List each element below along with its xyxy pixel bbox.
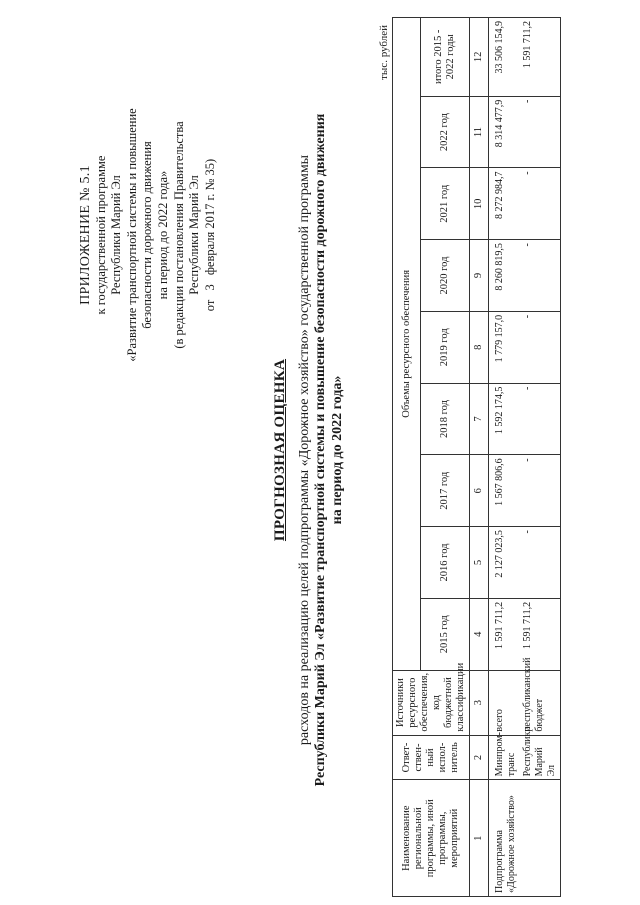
total-header: итого 2015 - 2022 годы xyxy=(421,18,470,97)
units-label: тыс. рублей xyxy=(378,25,390,80)
column-number: 1 xyxy=(470,780,489,897)
row-source: республиканский бюджет xyxy=(520,670,561,735)
value-cell: - xyxy=(520,311,561,383)
document-title: ПРОГНОЗНАЯ ОЦЕНКА xyxy=(272,358,288,542)
value-cell: - xyxy=(520,383,561,455)
appendix-line: «Развитие транспортной системы и повышение xyxy=(124,108,139,362)
column-number-row xyxy=(470,18,489,897)
row-source: всего xyxy=(489,670,521,735)
column-number: 7 xyxy=(470,383,489,455)
column-number: 5 xyxy=(470,527,489,599)
column-number: 11 xyxy=(470,96,489,168)
heading-line-1: расходов на реализацию целей подпрограммы «Дорожное хозяйство» государственной программы xyxy=(296,154,312,746)
col-header-name: Наименование региональной программы, иной программы, мероприятий xyxy=(393,780,470,897)
year-header: 2016 год xyxy=(421,527,470,599)
date-rest: февраля 2017 г. № xyxy=(202,178,217,276)
column-number: 4 xyxy=(470,598,489,670)
value-cell: - xyxy=(520,527,561,599)
appendix-line: безопасности дорожного движения xyxy=(140,141,155,329)
column-number: 10 xyxy=(470,168,489,240)
doc-number: 35) xyxy=(202,158,217,176)
table-row xyxy=(520,18,561,897)
value-cell: 1 591 711,2 xyxy=(489,598,521,670)
value-cell: - xyxy=(520,96,561,168)
year-header: 2020 год xyxy=(421,240,470,312)
row-name xyxy=(520,780,561,897)
col-header-source: Источники ресурсного обеспечения, код бюджетной классификации xyxy=(393,670,470,735)
row-executor: Минпром-транс xyxy=(489,735,521,780)
appendix-number: ПРИЛОЖЕНИЕ № 5.1 xyxy=(78,165,93,305)
value-cell: 8 260 819,5 xyxy=(489,240,521,312)
total-cell: 1 591 711,2 xyxy=(520,18,561,97)
value-cell: 1 567 806,6 xyxy=(489,455,521,527)
group-header: Объемы ресурсного обеспечения xyxy=(393,18,421,671)
heading-line-3: на период до 2022 года» xyxy=(329,375,345,525)
value-cell: 1 779 157,0 xyxy=(489,311,521,383)
value-cell: - xyxy=(520,240,561,312)
row-name: Подпрограмма «Дорожное хозяйство» xyxy=(489,780,521,897)
document-heading xyxy=(272,15,346,885)
year-header: 2015 год xyxy=(421,598,470,670)
column-number: 3 xyxy=(470,670,489,735)
col-header-executor: Ответ-ствен-ный испол-нитель xyxy=(393,735,470,780)
value-cell: 1 592 174,5 xyxy=(489,383,521,455)
appendix-line: (в редакции постановления Правительства xyxy=(171,121,186,349)
table-row xyxy=(489,18,521,897)
appendix-line: Республики Марий Эл xyxy=(109,175,124,295)
value-cell: - xyxy=(520,168,561,240)
value-cell: 8 314 477,9 xyxy=(489,96,521,168)
year-header: 2019 год xyxy=(421,311,470,383)
year-header: 2017 год xyxy=(421,455,470,527)
total-cell: 33 506 154,9 xyxy=(489,18,521,97)
appendix-date-line xyxy=(203,25,219,445)
date-prefix: от xyxy=(202,299,217,312)
column-number: 2 xyxy=(470,735,489,780)
row-executor: Республики Марий Эл xyxy=(520,735,561,780)
column-number: 9 xyxy=(470,240,489,312)
estimate-table xyxy=(392,17,561,897)
header-row-1 xyxy=(393,18,421,897)
appendix-line: к государственной программе xyxy=(93,155,108,315)
appendix-line: Республики Марий Эл xyxy=(187,175,202,295)
year-header: 2021 год xyxy=(421,168,470,240)
column-number: 6 xyxy=(470,455,489,527)
column-number: 12 xyxy=(470,18,489,97)
value-cell: - xyxy=(520,455,561,527)
column-number: 8 xyxy=(470,311,489,383)
value-cell: 1 591 711,2 xyxy=(520,598,561,670)
appendix-line: на период до 2022 года» xyxy=(155,170,170,300)
year-header: 2022 год xyxy=(421,96,470,168)
year-header: 2018 год xyxy=(421,383,470,455)
value-cell: 2 127 023,5 xyxy=(489,527,521,599)
appendix-block xyxy=(78,25,218,445)
value-cell: 8 272 984,7 xyxy=(489,168,521,240)
heading-line-2: Республики Марий Эл «Развитие транспортной системы и повышение безопасности дорожного движения xyxy=(313,113,328,787)
date-day: 3 xyxy=(202,284,217,291)
